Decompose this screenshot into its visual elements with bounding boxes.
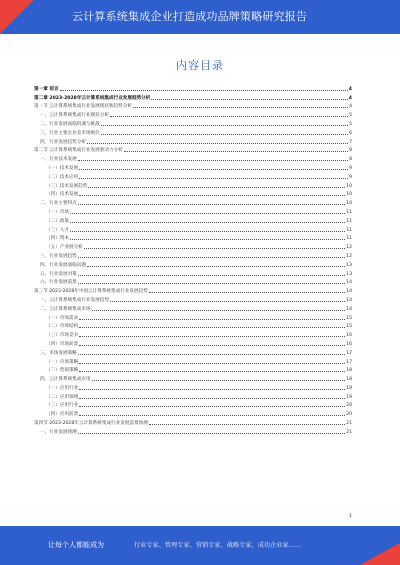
toc-entry[interactable] [34,189,352,198]
toc-leader-dots [87,266,345,267]
toc-leader-dots [84,248,345,249]
toc-entry-page: 20 [346,403,352,409]
toc-leader-dots [79,178,348,179]
toc-entry[interactable] [34,92,352,101]
toc-entry-title: （三）技术发展趋势 [46,183,88,189]
toc-entry[interactable] [34,215,352,224]
toc-entry[interactable] [34,400,352,409]
toc-entry-page: 4 [348,86,352,92]
toc-entry-page: 14 [346,297,352,303]
toc-entry-title: （四）资本 [46,236,69,242]
toc-entry-title: 六、行业发展前景 [40,280,77,286]
toc-entry-title: （一）技术发展 [46,165,79,171]
toc-entry-title: 第二节 云计算系统集成行业发展驱动力分析 [34,148,123,154]
toc-entry[interactable] [34,171,352,180]
toc-entry[interactable] [34,101,352,110]
toc-entry-page: 14 [346,306,352,312]
toc-entry-title: 二、行业发展面临机遇与挑战 [40,121,100,127]
toc-entry-page: 19 [346,385,352,391]
toc-entry[interactable] [34,294,352,303]
toc-leader-dots [101,134,348,135]
toc-entry-title: （三）应用行业 [46,403,79,409]
table-of-contents [34,83,352,435]
toc-entry[interactable] [34,356,352,365]
toc-entry-page: 20 [346,412,352,418]
toc-entry-title: 第三节 2023-2028年中国云计算系统集成行业发展趋势 [34,289,148,295]
toc-entry-title: （三）市场竞争 [46,333,79,339]
toc-entry-page: 17 [346,359,352,365]
page-header-bar [0,0,400,34]
toc-entry-page: 11 [346,218,352,224]
toc-entry-title: （二）应用领域 [46,394,79,400]
toc-entry[interactable] [34,127,352,136]
toc-entry[interactable] [34,391,352,400]
toc-entry-page: 11 [346,227,352,233]
toc-entry-page: 21 [346,429,352,435]
footer-tagline: 行业专家、管理专家、营销专家、战略专家、成功企业家…… [134,542,302,549]
toc-leader-dots [79,406,345,407]
toc-entry-page: 13 [346,271,352,277]
toc-leader-dots [78,354,345,355]
footer-slogan: 让每个人都能成为 [48,541,104,549]
toc-entry-page: 18 [346,377,352,383]
toc-leader-dots [151,99,347,100]
toc-entry-page: 10 [346,192,352,198]
toc-leader-dots [78,433,345,434]
toc-entry-page: 12 [346,253,352,259]
toc-leader-dots [78,257,345,258]
toc-entry[interactable] [34,285,352,294]
toc-entry-page: 12 [346,245,352,251]
toc-entry-page: 14 [346,289,352,295]
toc-leader-dots [79,319,345,320]
toc-leader-dots [110,301,345,302]
toc-entry-title: 五、行业发展对策 [40,271,77,277]
toc-entry[interactable] [34,83,352,92]
toc-entry[interactable] [34,153,352,162]
toc-entry[interactable] [34,417,352,426]
toc-entry-page: 11 [346,236,352,242]
toc-entry-title: 一、行业技术发展 [40,157,77,163]
report-title: 云计算系统集成企业打造成功品牌策略研究报告 [72,10,308,23]
toc-leader-dots [79,363,345,364]
toc-entry-title: 一、行业发展预测 [40,429,77,435]
toc-entry-page: 15 [346,315,352,321]
toc-leader-dots [79,371,345,372]
toc-entry-page: 21 [346,421,352,427]
toc-leader-dots [79,398,345,399]
toc-entry-title: （一）市场 [46,209,69,215]
toc-entry[interactable] [34,321,352,330]
toc-entry[interactable] [34,277,352,286]
toc-entry-page: 9 [349,174,352,180]
toc-entry[interactable] [34,241,352,250]
toc-entry-title: 一、云计算系统集成行业发展趋势 [40,297,109,303]
toc-entry-title: 四、行业发展面临问题 [40,262,86,268]
toc-leader-dots [92,380,346,381]
toc-entry[interactable] [34,259,352,268]
toc-entry-title: 第一节 云计算系统集成行业发展现状和趋势分析 [34,104,132,110]
toc-entry-page: 5 [349,113,352,119]
toc-entry[interactable] [34,329,352,338]
toc-entry-title: （一）应用行业 [46,385,79,391]
toc-leader-dots [79,195,345,196]
toc-entry-page: 10 [346,201,352,207]
toc-leader-dots [79,169,348,170]
toc-entry-page: 7 [349,139,352,145]
footer-red-corner [360,543,400,565]
toc-entry[interactable] [34,109,352,118]
toc-heading: 内容目录 [176,59,224,72]
toc-entry-title: 第一章 前言 [34,86,59,92]
toc-entry-title: （二）技术应用 [46,174,79,180]
toc-entry-title: （一）市场需求 [46,315,79,321]
toc-entry[interactable] [34,373,352,382]
toc-leader-dots [78,275,345,276]
toc-entry-page: 16 [346,333,352,339]
toc-leader-dots [124,151,348,152]
toc-entry[interactable] [34,118,352,127]
toc-entry-page: 11 [346,209,352,215]
toc-entry-page: 4 [348,95,352,101]
toc-entry-page: 4 [349,104,352,110]
toc-leader-dots [60,90,348,91]
toc-leader-dots [92,310,346,311]
toc-leader-dots [87,143,348,144]
toc-entry[interactable] [34,382,352,391]
toc-entry-title: 二、云计算系统集成市场 [40,306,91,312]
toc-entry-page: 9 [349,165,352,171]
toc-entry-page: 5 [349,121,352,127]
toc-leader-dots [70,231,345,232]
toc-leader-dots [70,239,345,240]
toc-leader-dots [78,204,345,205]
toc-leader-dots [133,107,348,108]
toc-leader-dots [70,213,345,214]
toc-entry-page: 14 [346,280,352,286]
toc-entry-title: （四）市场前景 [46,341,79,347]
toc-entry-title: 一、云计算系统集成行业现状分析 [40,113,109,119]
header-red-corner [0,0,34,34]
toc-entry-title: 三、行业主要企业及市场地位 [40,130,100,136]
toc-entry-page: 8 [349,148,352,154]
toc-entry[interactable] [34,162,352,171]
toc-entry-title: （四）应用前景 [46,412,79,418]
toc-entry[interactable] [34,145,352,154]
toc-entry[interactable] [34,197,352,206]
toc-leader-dots [79,327,345,328]
toc-entry-title: 二、行业主要特点 [40,201,77,207]
toc-entry-title: 第二章 2023-2028年云计算系统集成行业发展趋势分析 [34,95,151,101]
toc-leader-dots [149,424,345,425]
toc-entry-title: （二）市场结构 [46,324,79,330]
toc-entry-title: （五）产业链分析 [46,245,83,251]
toc-entry[interactable] [34,338,352,347]
toc-leader-dots [110,116,348,117]
toc-entry[interactable] [34,312,352,321]
toc-entry[interactable] [34,136,352,145]
toc-entry-page: 8 [349,157,352,163]
toc-entry[interactable] [34,408,352,417]
toc-entry-title: 四、云计算系统集成应用 [40,377,91,383]
toc-entry[interactable] [34,426,352,435]
toc-entry-title: 第四节 2023-2028年云计算系统集成行业发展前景预测 [34,421,148,427]
toc-entry-title: （三）人才 [46,227,69,233]
toc-leader-dots [79,415,345,416]
toc-entry-page: 17 [346,350,352,356]
toc-entry-page: 18 [346,368,352,374]
toc-entry-page: 16 [346,341,352,347]
toc-entry[interactable] [34,250,352,259]
toc-leader-dots [79,389,345,390]
toc-entry[interactable] [34,365,352,374]
toc-entry-title: 四、行业发展趋势分析 [40,139,86,145]
toc-entry-title: （二）营销策略 [46,368,79,374]
toc-entry-page: 13 [346,262,352,268]
page-number: 1 [349,514,352,519]
toc-entry[interactable] [34,206,352,215]
toc-entry-page: 10 [346,183,352,189]
toc-entry[interactable] [34,224,352,233]
toc-entry-page: 15 [346,324,352,330]
toc-leader-dots [78,160,348,161]
toc-entry-title: （一）市场策略 [46,359,79,365]
toc-leader-dots [149,292,345,293]
toc-leader-dots [101,125,348,126]
toc-leader-dots [88,187,345,188]
toc-entry-title: （四）技术发展 [46,192,79,198]
toc-entry-page: 6 [349,130,352,136]
toc-entry-title: 三、市场发展策略 [40,350,77,356]
page-footer-bar [0,526,400,565]
toc-entry[interactable] [34,268,352,277]
toc-entry[interactable] [34,180,352,189]
toc-entry[interactable] [34,233,352,242]
toc-entry[interactable] [34,303,352,312]
toc-leader-dots [78,283,345,284]
toc-entry-title: （二）政策 [46,218,69,224]
toc-entry[interactable] [34,347,352,356]
toc-leader-dots [70,222,345,223]
toc-entry-title: 三、行业发展趋势 [40,253,77,259]
toc-leader-dots [79,345,345,346]
toc-leader-dots [79,336,345,337]
toc-entry-page: 19 [346,394,352,400]
